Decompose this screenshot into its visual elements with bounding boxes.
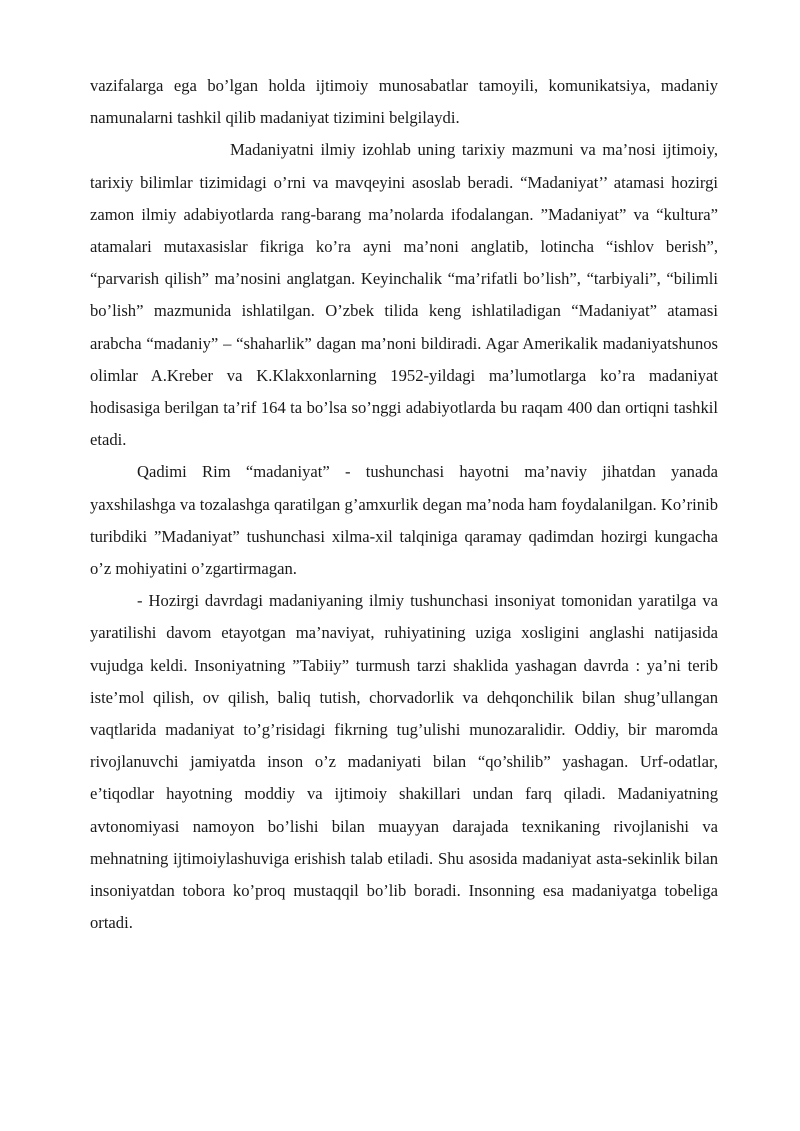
document-page [90,70,718,939]
paragraph-3: Qadimi Rim “madaniyat” - tushunchasi hayotni ma’naviy jihatdan yanada yaxshilashga va tozalashga qaratilgan g’amxurlik degan ma’noda ham foydalanilgan. Ko’rinib turibdiki ”Madaniyat” tushunchasi xilma-xil talqiniga qaramay qadimdan hozirgi kungacha o’z mohiyatini o’zgartirmagan. [90,462,718,579]
paragraph-4: - Hozirgi davrdagi madaniyaning ilmiy tushunchasi insoniyat tomonidan yaratilga va yaratilishi davom etayotgan ma’naviyat, ruhiyatining uziga xosligini anglashi natijasida vujudga keldi. Insoniyatning ”Tabiiy” turmush tarzi shaklida yashagan davrda : ya’ni terib iste’mol qilish, ov qilish, baliq tutish, chorvadorlik va dehqonchilik bilan shug’ullangan vaqtlarida madaniyat to’g’risidagi fikrning tug’ulishi munozaralidir. Oddiy, bir maromda rivojlanuvchi jamiyatda inson o’z madaniyati bilan “qo’shilib” yashagan. Urf-odatlar, e’tiqodlar hayotning moddiy va ijtimoiy shakillari undan farq qiladi. Madaniyatning avtonomiyasi namoyon bo’lishi bilan muayyan darajada texnikaning rivojlanishi va mehnatning ijtimoiylashuviga erishish talab etiladi. Shu asosida madaniyat asta-sekinlik bilan insoniyatdan tobora ko’proq mustaqqil bo’lib boradi. Insonning esa madaniyatga tobeliga ortadi. [90,591,718,933]
paragraph-2: Madaniyatni ilmiy izohlab uning tarixiy mazmuni va ma’nosi ijtimoiy, tarixiy bilimlar tizimidagi o’rni va mavqeyini asoslab beradi. “Madaniyat’’ atamasi hozirgi zamon ilmiy adabiyotlarda rang-barang ma’nolarda ifodalangan. ”Madaniyat” va “kultura” atamalari mutaxasislar fikriga ko’ra ayni ma’noni anglatib, lotincha “ishlov berish”, “parvarish qilish” ma’nosini anglatgan. Keyinchalik “ma’rifatli bo’lish”, “tarbiyali”, “bilimli bo’lish” mazmunida ishlatilgan. O’zbek tilida keng ishlatiladigan “Madaniyat” atamasi arabcha “madaniy” – “shaharlik” dagan ma’noni bildiradi. Agar Amerikalik madaniyatshunos olimlar A.Kreber va K.Klakxonlarning 1952-yildagi ma’lumotlarga ko’ra madaniyat hodisasiga berilgan ta’rif 164 ta bo’lsa so’nggi adabiyotlarda bu raqam 400 dan ortiqni tashkil etadi. [90,140,718,450]
paragraph-1: vazifalarga ega bo’lgan holda ijtimoiy munosabatlar tamoyili, komunikatsiya, madaniy namunalarni tashkil qilib madaniyat tizimini belgilaydi. [90,76,718,128]
